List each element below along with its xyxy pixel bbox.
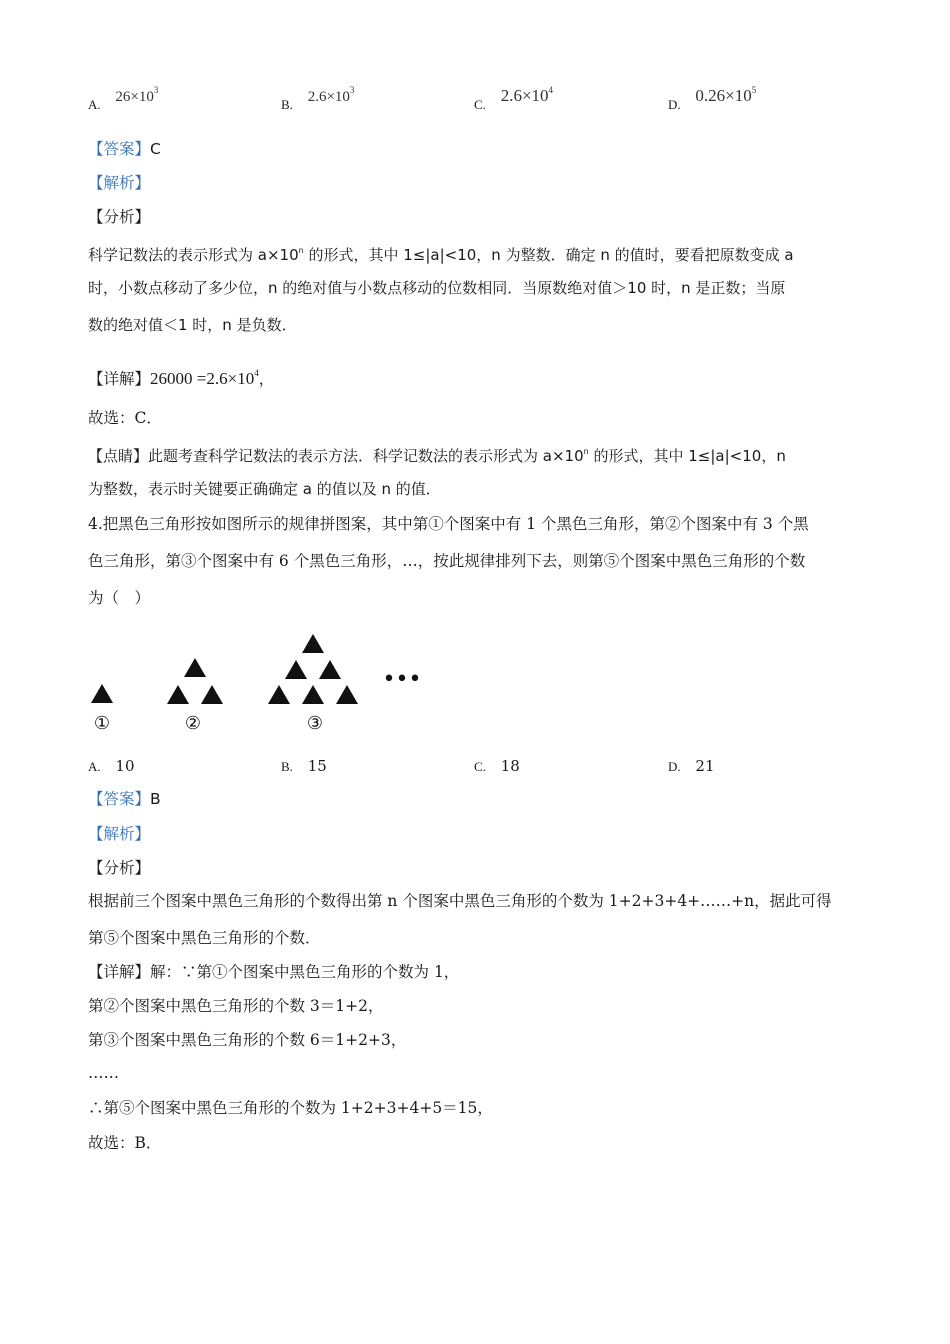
option-value: 15 bbox=[307, 757, 327, 775]
q4-detail-line-5: ∴第⑤个图案中黑色三角形的个数为 1+2+3+4+5＝15， bbox=[88, 1099, 493, 1117]
q3-fenxi-line-1: 科学记数法的表示形式为 $a\times 10^n$ 的形式，其中 1≤|a|<10，n 为整数．确定 n 的值时，要看把原数变成 a bbox=[88, 246, 794, 264]
q4-stem-line-1: 4.把黑色三角形按如图所示的规律拼图案，其中第①个图案中有 1 个黑色三角形，第②个图案中有 3 个黑 bbox=[88, 515, 809, 533]
option-value: $0.26\times 10^5$ bbox=[695, 85, 757, 105]
q4-detail-line-6: 故选：B． bbox=[88, 1134, 162, 1152]
q4-stem-line-2: 色三角形，第③个图案中有 6 个黑色三角形，…，按此规律排列下去，则第⑤个图案中黑色三角形的个数 bbox=[88, 552, 806, 570]
q4-stem-line-3: 为（ ） bbox=[88, 589, 151, 607]
answer-value: B bbox=[150, 790, 161, 808]
q4-answer bbox=[88, 789, 161, 809]
q3-dianjing-line-2: 为整数，表示时关键要正确确定 a 的值以及 n 的值． bbox=[88, 480, 441, 498]
triangle-icon bbox=[167, 685, 189, 704]
q4-option-b bbox=[281, 756, 327, 777]
triangle-icon bbox=[302, 685, 324, 704]
q3-option-d bbox=[668, 85, 757, 115]
q4-fenxi-line-2: 第⑤个图案中黑色三角形的个数． bbox=[88, 929, 321, 947]
detail-tag: 【详解】 bbox=[88, 370, 151, 388]
triangle-icon bbox=[184, 658, 206, 677]
option-value: 10 bbox=[115, 757, 135, 775]
q3-dianjing-line-1: 【点睛】此题考查科学记数法的表示方法．科学记数法的表示形式为 $a\times 10^n$ 的形式，其中 1≤|a|<10，n bbox=[88, 447, 786, 465]
option-value: $2.6\times 10^4$ bbox=[500, 85, 554, 105]
triangle-icon bbox=[268, 685, 290, 704]
q3-option-c bbox=[474, 85, 554, 115]
q4-option-d bbox=[668, 756, 715, 777]
triangle-icon bbox=[319, 660, 341, 679]
option-label: C. bbox=[474, 759, 486, 774]
option-label: C. bbox=[474, 97, 486, 112]
option-label: B. bbox=[281, 97, 293, 112]
option-label: A. bbox=[88, 97, 101, 112]
option-value: 21 bbox=[695, 757, 715, 775]
option-label: D. bbox=[668, 759, 681, 774]
q3-jiexi-tag: 【解析】 bbox=[88, 174, 151, 192]
q4-detail-line-4: …… bbox=[88, 1064, 119, 1082]
q4-detail-line-3: 第③个图案中黑色三角形的个数 6＝1+2+3， bbox=[88, 1031, 407, 1049]
triangle-pattern-figure bbox=[80, 628, 440, 738]
option-label: B. bbox=[281, 759, 293, 774]
answer-value: C bbox=[150, 140, 161, 158]
option-value: $26\times 10^3$ bbox=[115, 85, 159, 105]
q4-jiexi-tag: 【解析】 bbox=[88, 825, 151, 843]
q4-fenxi-tag: 【分析】 bbox=[88, 859, 151, 877]
figure-label-3: ③ bbox=[306, 713, 324, 734]
option-value: 18 bbox=[500, 757, 520, 775]
triangle-icon bbox=[302, 634, 324, 653]
q3-option-a bbox=[88, 85, 159, 115]
q4-option-a bbox=[88, 756, 135, 777]
q3-fenxi-line-3: 数的绝对值＜1 时，n 是负数． bbox=[88, 316, 297, 334]
q3-answer bbox=[88, 139, 161, 159]
q4-option-c bbox=[474, 756, 520, 777]
figure-label-1: ① bbox=[93, 713, 111, 734]
option-label: D. bbox=[668, 97, 681, 112]
q3-fenxi-line-2: 时，小数点移动了多少位，n 的绝对值与小数点移动的位数相同．当原数绝对值＞10 时，n 是正数；当原 bbox=[88, 279, 786, 297]
triangle-icon bbox=[91, 684, 113, 703]
q3-option-b bbox=[281, 85, 355, 115]
triangle-icon bbox=[285, 660, 307, 679]
option-label: A. bbox=[88, 759, 101, 774]
detail-tag: 【详解】 bbox=[88, 963, 151, 981]
figure-ellipsis: ••• bbox=[382, 667, 422, 692]
q4-detail-line-2: 第②个图案中黑色三角形的个数 3＝1+2， bbox=[88, 997, 384, 1015]
answer-tag: 【答案】 bbox=[88, 790, 151, 808]
q3-choose: 故选：C． bbox=[88, 409, 162, 427]
figure-label-2: ② bbox=[184, 713, 202, 734]
detail-math: $26000 =2.6\times 10^4$ bbox=[150, 368, 259, 388]
q4-fenxi-line-1: 根据前三个图案中黑色三角形的个数得出第 n 个图案中黑色三角形的个数为 1+2+3+4+……+n，据此可得 bbox=[88, 892, 832, 910]
option-value: $2.6\times 10^3$ bbox=[307, 85, 355, 105]
q4-detail-line-1: 【详解】解：∵第①个图案中黑色三角形的个数为 1， bbox=[88, 963, 460, 981]
triangle-icon bbox=[201, 685, 223, 704]
triangle-icon bbox=[336, 685, 358, 704]
answer-tag: 【答案】 bbox=[88, 140, 151, 158]
q3-fenxi-tag: 【分析】 bbox=[88, 208, 151, 226]
q3-detail: 【详解】$26000 =2.6\times 10^4$， bbox=[88, 368, 275, 388]
